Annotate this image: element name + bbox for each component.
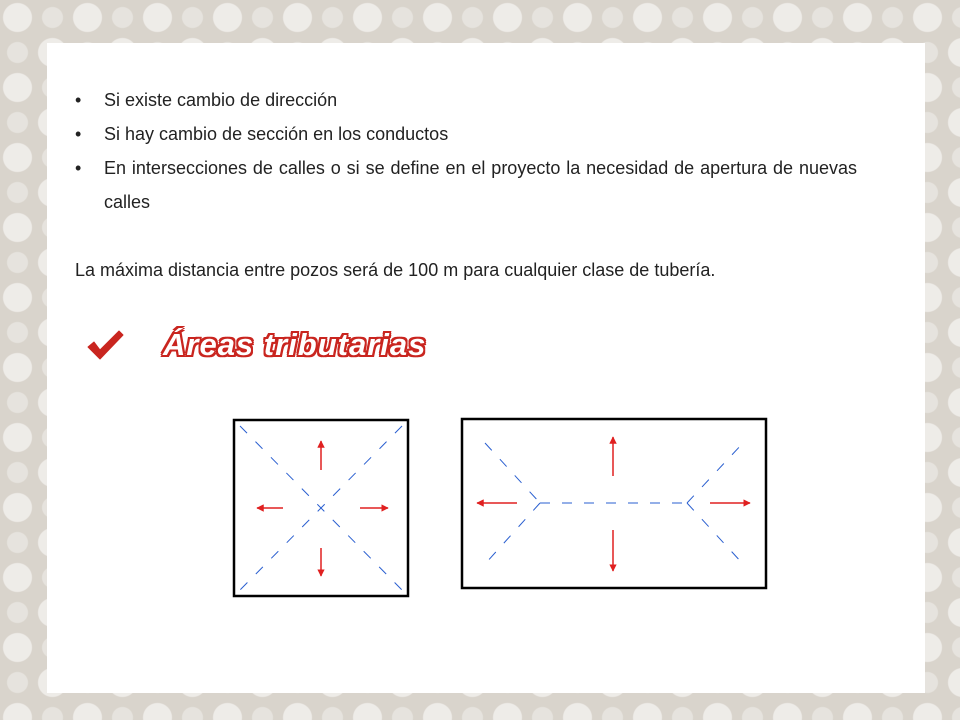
checkmark-icon <box>85 328 125 362</box>
slide <box>47 43 925 693</box>
ridge-dash-line <box>687 443 743 503</box>
rectangle-area-diagram <box>462 419 766 588</box>
ridge-dash-line <box>687 503 743 564</box>
diagonal-dash-line <box>240 426 402 590</box>
diagonal-dash-line <box>240 426 402 590</box>
rectangle-boundary <box>462 419 766 588</box>
square-boundary <box>234 420 408 596</box>
max-distance-paragraph: La máxima distancia entre pozos será de 100 m para cualquier clase de tubería. <box>75 260 716 280</box>
heading-title: Áreas tributarias <box>163 327 427 362</box>
bullet-item: • Si existe cambio de dirección <box>75 83 857 117</box>
section-heading <box>85 325 426 365</box>
bullet-item: • En intersecciones de calles o si se define en el proyecto la necesidad de apertura de nuevas calles <box>75 151 857 219</box>
square-area-diagram <box>234 420 408 596</box>
text-block <box>75 83 857 287</box>
bullet-item: • Si hay cambio de sección en los conductos <box>75 117 857 151</box>
ridge-dash-line <box>485 503 540 564</box>
bullet-list <box>75 83 857 219</box>
ridge-dash-line <box>485 443 540 503</box>
